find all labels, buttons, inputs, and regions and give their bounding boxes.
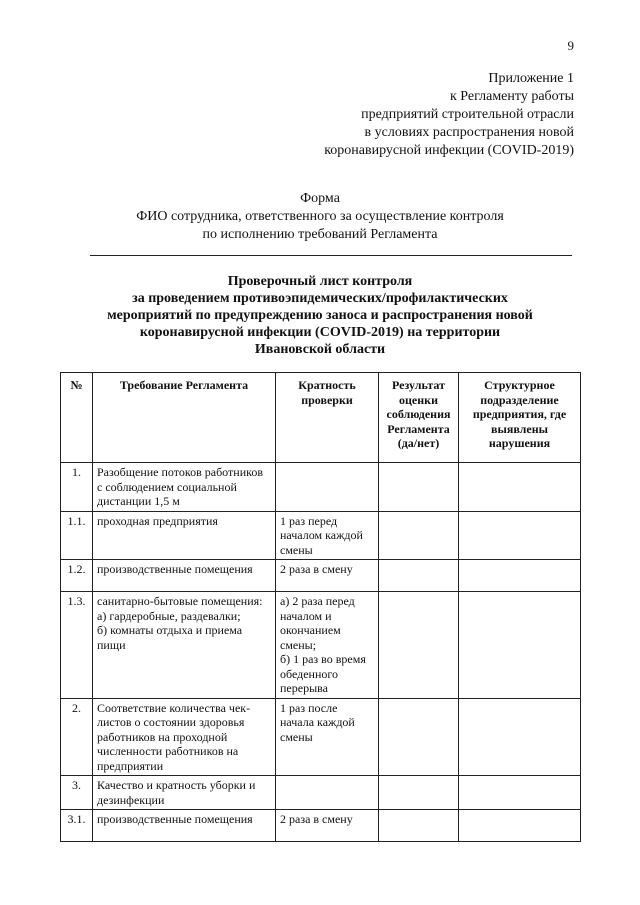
row-division-cell[interactable] [459, 776, 581, 810]
row-requirement: Качество и кратность уборки и дезинфекции [93, 776, 276, 810]
header-division: Структурное подразделение предприятия, где выявлены нарушения [459, 373, 581, 463]
row-frequency: а) 2 раза перед началом и окончанием смены; б) 1 раз во время обеденного перерыва [276, 592, 379, 699]
row-division-cell[interactable] [459, 560, 581, 592]
signature-line [90, 255, 572, 256]
table-row [61, 776, 581, 810]
checklist-table [60, 372, 581, 842]
appendix-line: Приложение 1 [488, 71, 574, 86]
form-line: ФИО сотрудника, ответственного за осуществление контроля [136, 209, 504, 224]
title-line: Проверочный лист контроля [227, 274, 413, 289]
title-line: коронавирусной инфекции (COVID-2019) на территории [139, 325, 501, 340]
row-result-cell[interactable] [379, 592, 459, 699]
row-result-cell[interactable] [379, 511, 459, 560]
row-number: 2. [61, 698, 93, 776]
row-frequency [276, 776, 379, 810]
table-row [61, 463, 581, 512]
form-block [60, 190, 580, 244]
table-row [61, 511, 581, 560]
row-division-cell[interactable] [459, 698, 581, 776]
table-row [61, 560, 581, 592]
row-frequency: 1 раз перед началом каждой смены [276, 511, 379, 560]
row-number: 1.3. [61, 592, 93, 699]
row-number: 3.1. [61, 810, 93, 842]
row-division-cell[interactable] [459, 810, 581, 842]
title-line: за проведением противоэпидемических/профилактических [132, 291, 508, 306]
row-division-cell[interactable] [459, 463, 581, 512]
row-number: 1.2. [61, 560, 93, 592]
row-result-cell[interactable] [379, 698, 459, 776]
row-frequency [276, 463, 379, 512]
row-requirement: Соответствие количества чек-листов о состоянии здоровья работников на проходной численности работников на предприятии [93, 698, 276, 776]
row-requirement: производственные помещения [93, 810, 276, 842]
table-row [61, 698, 581, 776]
header-result: Результат оценки соблюдения Регламента (да/нет) [379, 373, 459, 463]
header-frequency: Кратность проверки [276, 373, 379, 463]
appendix-header [214, 70, 574, 160]
row-requirement: Разобщение потоков работников с соблюдением социальной дистанции 1,5 м [93, 463, 276, 512]
row-requirement: производственные помещения [93, 560, 276, 592]
title-line: мероприятий по предупреждению заноса и распространения новой [107, 308, 533, 323]
row-frequency: 2 раза в смену [276, 560, 379, 592]
row-number: 1. [61, 463, 93, 512]
appendix-line: коронавирусной инфекции (COVID-2019) [324, 143, 574, 158]
row-number: 3. [61, 776, 93, 810]
page-number: 9 [567, 38, 574, 53]
row-frequency: 1 раз после начала каждой смены [276, 698, 379, 776]
row-division-cell[interactable] [459, 511, 581, 560]
header-requirement: Требование Регламента [93, 373, 276, 463]
appendix-line: к Регламенту работы [449, 89, 574, 104]
form-label: Форма [300, 191, 340, 206]
document-title [60, 273, 580, 358]
row-result-cell[interactable] [379, 463, 459, 512]
row-number: 1.1. [61, 511, 93, 560]
row-requirement: санитарно-бытовые помещения: а) гардеробные, раздевалки; б) комнаты отдыха и приема пищи [93, 592, 276, 699]
row-result-cell[interactable] [379, 560, 459, 592]
form-line: по исполнению требований Регламента [202, 227, 438, 242]
row-result-cell[interactable] [379, 776, 459, 810]
row-division-cell[interactable] [459, 592, 581, 699]
header-number: № [61, 373, 93, 463]
title-line: Ивановской области [254, 342, 386, 357]
row-result-cell[interactable] [379, 810, 459, 842]
table-row [61, 810, 581, 842]
appendix-line: в условиях распространения новой [364, 125, 574, 140]
table-row [61, 592, 581, 699]
row-requirement: проходная предприятия [93, 511, 276, 560]
row-frequency: 2 раза в смену [276, 810, 379, 842]
table-header-row [61, 373, 581, 463]
appendix-line: предприятий строительной отрасли [361, 107, 574, 122]
